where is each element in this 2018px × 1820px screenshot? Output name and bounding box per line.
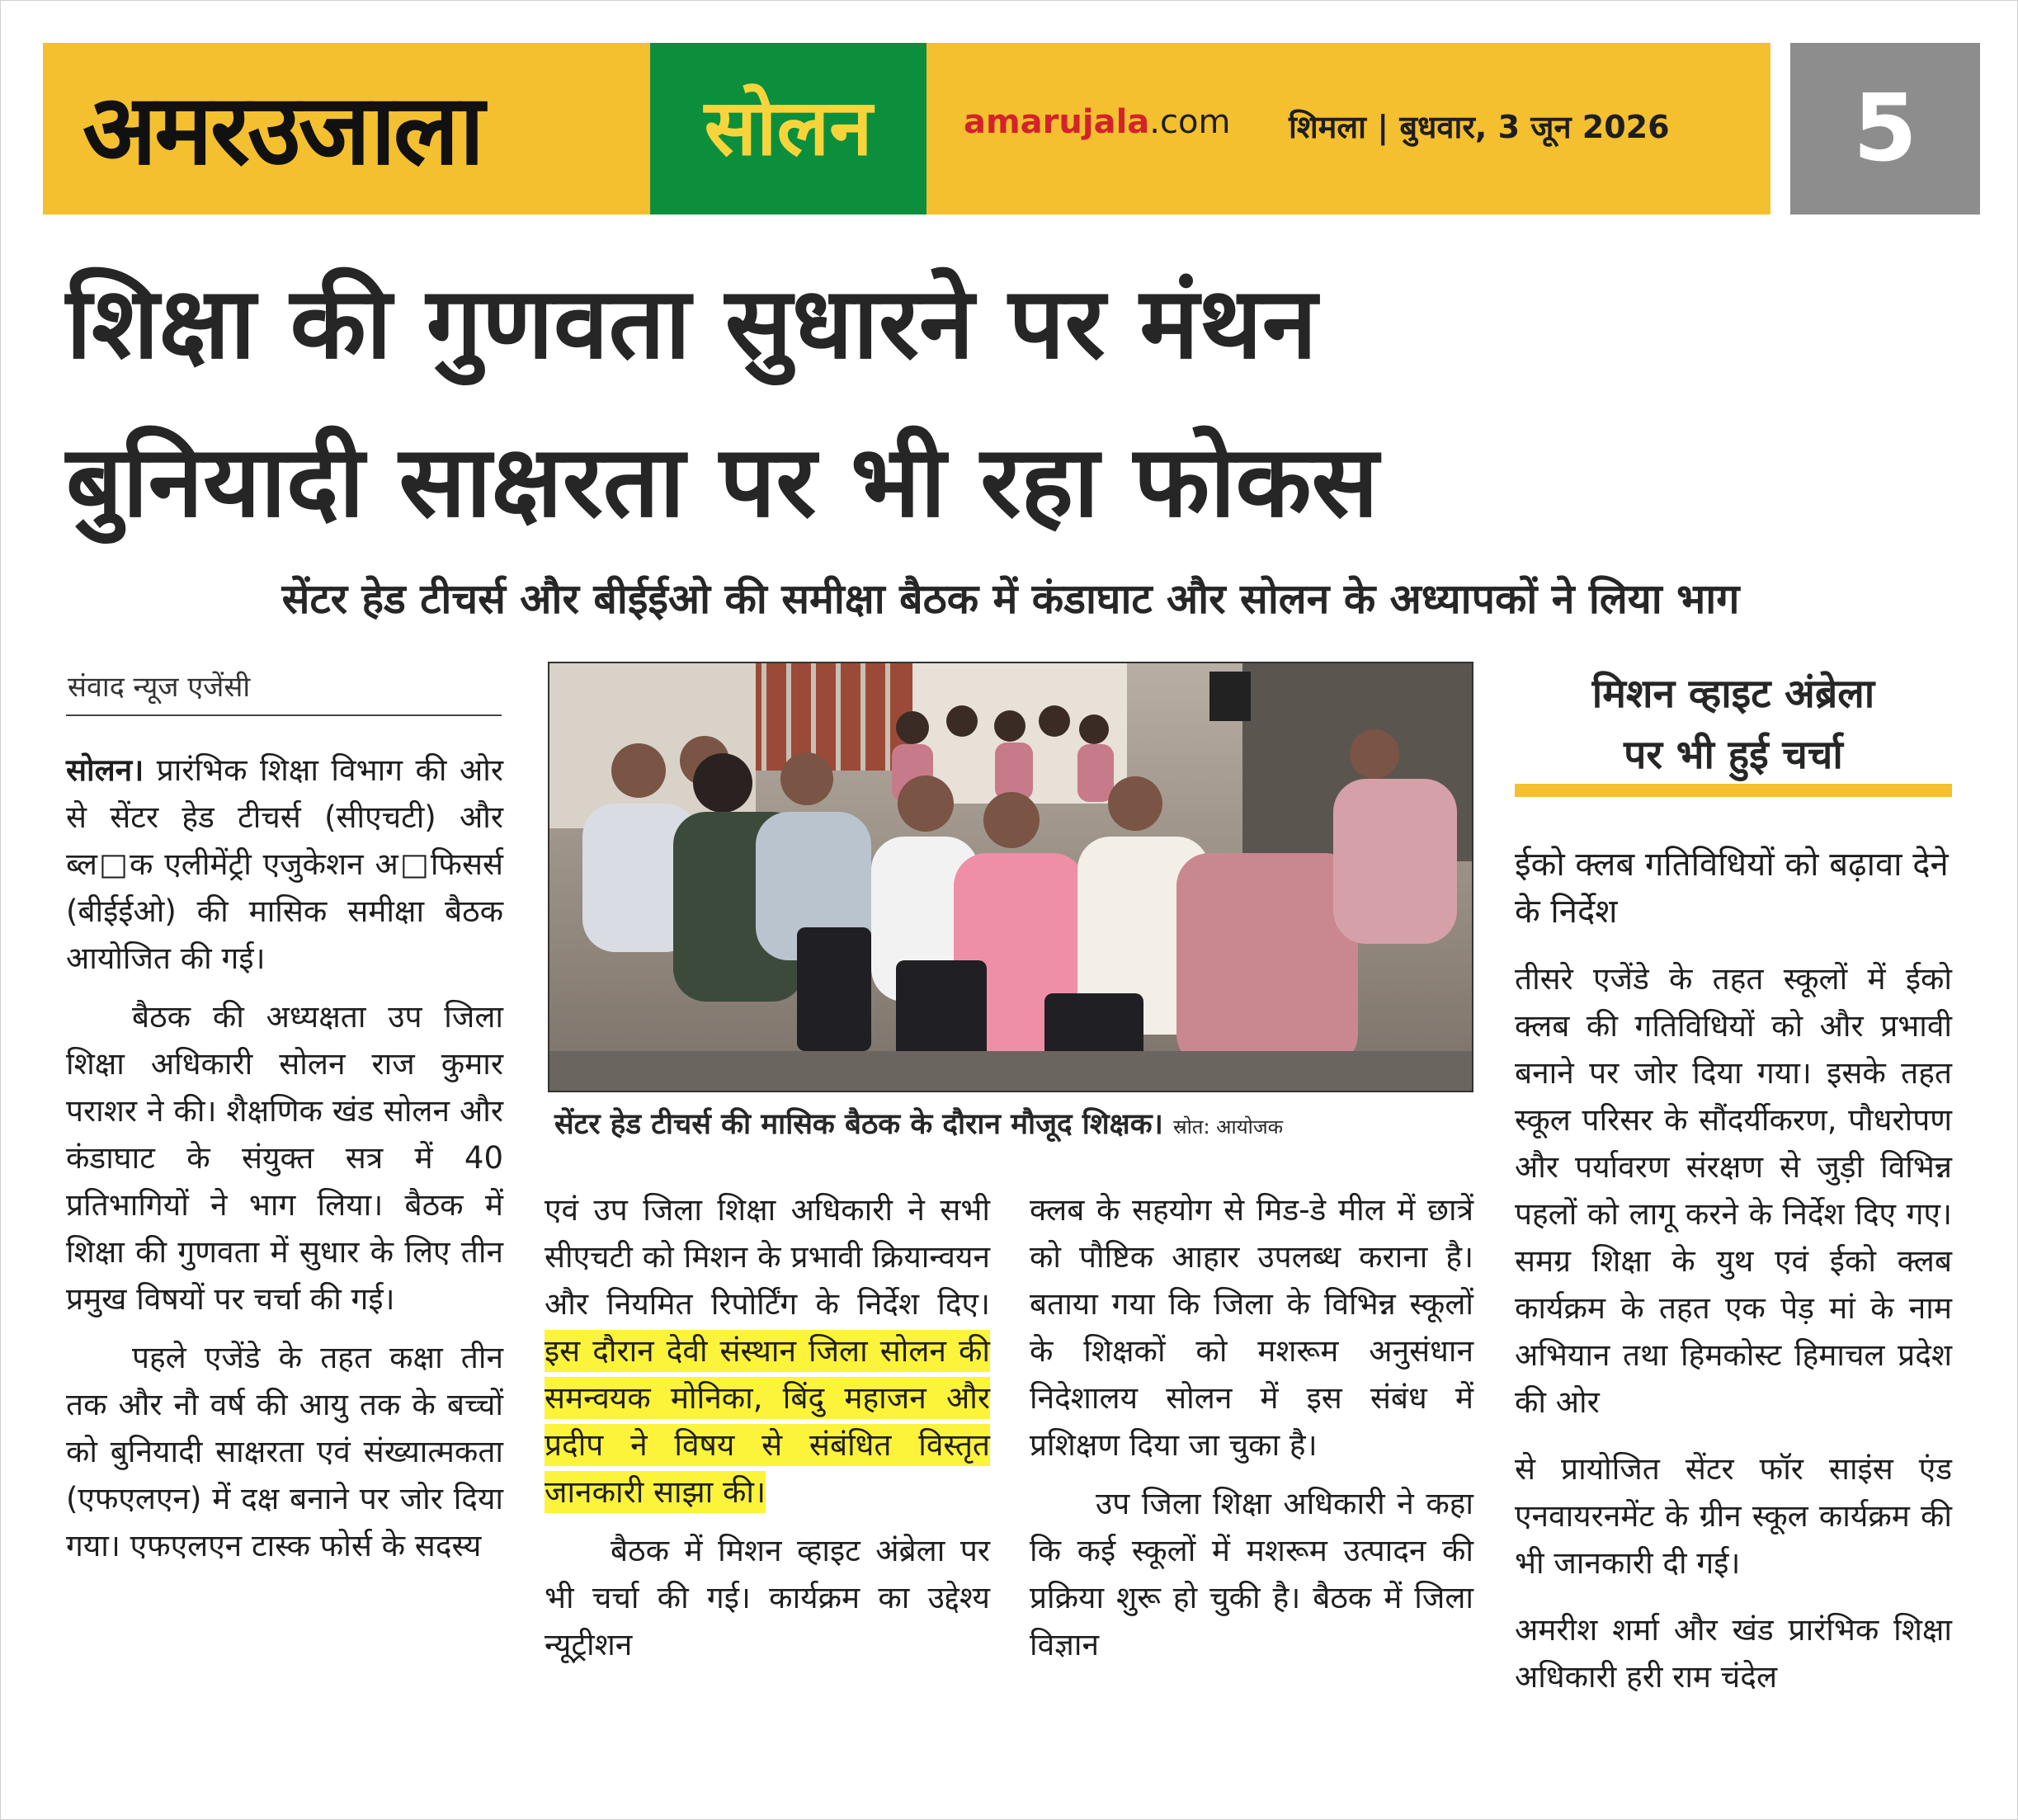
website-tld: .com	[1149, 103, 1231, 141]
meeting-photo	[548, 662, 1473, 1092]
paragraph-text: एवं उप जिला शिक्षा अधिकारी ने सभी सीएचटी को मिशन के प्रभावी क्रियान्वयन और नियमित रिपोर्टिंग के निर्देश दिए।	[545, 1192, 990, 1322]
subheadline-deck: सेंटर हेड टीचर्स और बीईईओ की समीक्षा बैठक में कंडाघाट और सोलन के अध्यापकों ने लिया भाग	[281, 575, 1740, 623]
paragraph	[66, 747, 503, 982]
byline: संवाद न्यूज एजेंसी	[68, 671, 251, 704]
byline-divider	[66, 714, 502, 716]
article-column-2	[545, 1186, 990, 1680]
highlighted-text: इस दौरान देवी संस्थान जिला सोलन की समन्वयक मोनिका, बिंदु महाजन और प्रदीप ने विषय से संबंधित विस्तृत जानकारी साझा की।	[545, 1330, 990, 1513]
paragraph: पहले एजेंडे के तहत कक्षा तीन तक और नौ वर्ष की आयु तक के बच्चों को बुनियादी साक्षरता एवं संख्यात्मकता (एफएलएन) में दक्ष बनाने पर जोर दिया गया। एफएलएन टास्क फोर्स के सदस्य	[66, 1340, 503, 1563]
dateline: शिमला | बुधवार, 3 जून 2026	[1289, 109, 1670, 145]
website-name: amarujala	[964, 103, 1150, 141]
article-column-1	[66, 747, 503, 1581]
article-column-4	[1515, 842, 1952, 1720]
photo-source: स्रोत: आयोजक	[1173, 1115, 1284, 1139]
caption-text: सेंटर हेड टीचर्स की मासिक बैठक के दौरान मौजूद शिक्षक।	[554, 1108, 1163, 1141]
paragraph: अमरीश शर्मा और खंड प्रारंभिक शिक्षा अधिकारी हरी राम चंदेल	[1515, 1612, 1952, 1695]
article-column-3	[1030, 1186, 1473, 1680]
newspaper-logo: अमरउजाला	[83, 73, 483, 186]
page-number: 5	[1790, 43, 1980, 215]
paragraph	[545, 1186, 990, 1516]
paragraph: क्लब के सहयोग से मिड-डे मील में छात्रें को पौष्टिक आहार उपलब्ध कराना है। बताया गया कि जिला के विभिन्न स्कूलों के शिक्षकों को मशरूम अनुसंधान निदेशालय सोलन में इस संबंध में प्रशिक्षण दिया जा चुका है।	[1030, 1192, 1473, 1463]
paragraph: तीसरे एजेंडे के तहत स्कूलों में ईको क्लब की गतिविधियों को और प्रभावी बनाने पर जोर दिया गया। इसके तहत स्कूल परिसर के सौंदर्यीकरण, पौधरोपण और पर्यावरण संरक्षण से जुड़ी विभिन्न पहलों को लागू करने के निर्देश दिए गए। समग्र शिक्षा के युथ एवं ईको क्लब कार्यक्रम के तहत एक पेड़ मां के नाम अभियान तथा हिमकोस्ट हिमाचल प्रदेश की ओर	[1515, 961, 1952, 1420]
edition-name: सोलन	[650, 43, 926, 215]
sidebar-subhead: ईको क्लब गतिविधियों को बढ़ावा देने के निर्देश	[1515, 846, 1949, 931]
headline-line-2: बुनियादी साक्षरता पर भी रहा फोकस	[66, 425, 1379, 540]
sidebar-divider	[1515, 784, 1952, 797]
photo-caption	[554, 1104, 1470, 1143]
sidebar-title-line-1: मिशन व्हाइट अंब्रेला	[1591, 671, 1875, 717]
website-url[interactable]	[964, 103, 1230, 141]
paragraph: से प्रायोजित सेंटर फॉर साइंस एंड एनवायरनमेंट के ग्रीन स्कूल कार्यक्रम की भी जानकारी दी गई।	[1515, 1451, 1952, 1581]
paragraph: बैठक में मिशन व्हाइट अंब्रेला पर भी चर्चा की गई। कार्यक्रम का उद्देश्य न्यूट्रीशन	[545, 1533, 990, 1662]
headline-line-1: शिक्षा की गुणवता सुधारने पर मंथन	[66, 266, 1318, 381]
sidebar-title-line-2: पर भी हुई चर्चा	[1624, 732, 1843, 778]
dateline-lead: सोलन।	[66, 752, 144, 788]
paragraph: उप जिला शिक्षा अधिकारी ने कहा कि कई स्कूलों में मशरूम उत्पादन की प्रक्रिया शुरू हो चुकी है। बैठक में जिला विज्ञान	[1030, 1486, 1473, 1662]
sidebar-box-title	[1515, 663, 1952, 785]
paragraph-text: प्रारंभिक शिक्षा विभाग की ओर से सेंटर हेड टीचर्स (सीएचटी) और ब्ल□क एलीमेंट्री एजुकेशन अ□फिसर्स (बीईईओ) की मासिक समीक्षा बैठक आयोजित की गई।	[66, 752, 503, 976]
paragraph: बैठक की अध्यक्षता उप जिला शिक्षा अधिकारी सोलन राज कुमार पराशर ने की। शैक्षणिक खंड सोलन और कंडाघाट के संयुक्त सत्र में 40 प्रतिभागियों ने भाग लिया। बैठक में शिक्षा की गुणवता में सुधार के लिए तीन प्रमुख विषयों पर चर्चा की गई।	[66, 999, 503, 1317]
